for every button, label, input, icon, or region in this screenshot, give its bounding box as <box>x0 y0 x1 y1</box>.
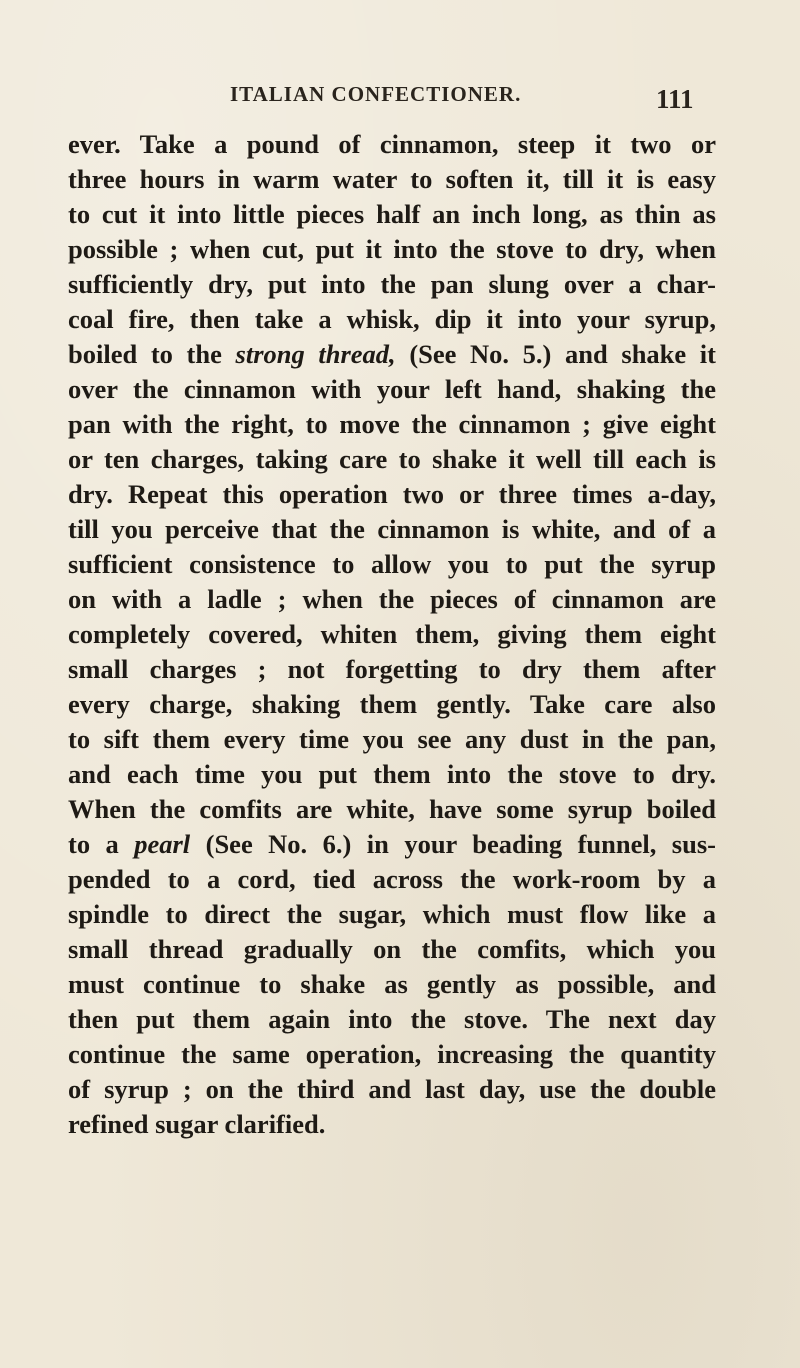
text-line: or ten charges, taking care to shake it well till each is <box>68 444 716 474</box>
text-run: (See No. 6.) in your beading funnel, sus- <box>190 829 716 859</box>
text-line: to sift them every time you see any dust in the pan, <box>68 724 716 754</box>
text-line: small charges ; not forgetting to dry them after <box>68 654 716 684</box>
text-line: dry. Repeat this operation two or three times a-day, <box>68 479 716 509</box>
text-run: (See No. 5.) and shake it <box>395 339 716 369</box>
text-line: three hours in warm water to soften it, till it is easy <box>68 164 716 194</box>
italic-term: strong thread, <box>235 339 396 369</box>
running-head <box>0 74 800 114</box>
text-line: must continue to shake as gently as possible, and <box>68 969 716 999</box>
body-text <box>68 127 716 1142</box>
text-line: over the cinnamon with your left hand, shaking the <box>68 374 716 404</box>
running-title: ITALIAN CONFECTIONER. <box>230 82 522 106</box>
text-line <box>68 827 716 862</box>
text-line: then put them again into the stove. The next day <box>68 1004 716 1034</box>
text-line: small thread gradually on the comfits, which you <box>68 934 716 964</box>
text-line: continue the same operation, increasing the quantity <box>68 1039 716 1069</box>
text-line: completely covered, whiten them, giving them eight <box>68 619 716 649</box>
text-line: coal fire, then take a whisk, dip it into your syrup, <box>68 304 716 334</box>
italic-term: pearl <box>134 829 191 859</box>
page-number: 111 <box>656 84 694 114</box>
text-line: spindle to direct the sugar, which must flow like a <box>68 899 716 929</box>
text-line: possible ; when cut, put it into the stove to dry, when <box>68 234 716 264</box>
text-line: till you perceive that the cinnamon is white, and of a <box>68 514 716 544</box>
text-line: of syrup ; on the third and last day, use the double <box>68 1074 716 1104</box>
text-line: ever. Take a pound of cinnamon, steep it two or <box>68 129 716 159</box>
text-line: pended to a cord, tied across the work-room by a <box>68 864 716 894</box>
text-line: on with a ladle ; when the pieces of cinnamon are <box>68 584 716 614</box>
text-line <box>68 337 716 372</box>
text-run: to a <box>68 829 135 859</box>
text-line: sufficient consistence to allow you to put the syrup <box>68 549 716 579</box>
text-line: every charge, shaking them gently. Take care also <box>68 689 716 719</box>
text-line: to cut it into little pieces half an inch long, as thin as <box>68 199 716 229</box>
text-line: sufficiently dry, put into the pan slung over a char- <box>68 269 716 299</box>
text-line: When the comfits are white, have some syrup boiled <box>68 794 716 824</box>
text-line: pan with the right, to move the cinnamon ; give eight <box>68 409 716 439</box>
text-line: and each time you put them into the stove to dry. <box>68 759 716 789</box>
text-run: boiled to the <box>68 339 236 369</box>
text-line: refined sugar clarified. <box>68 1109 326 1139</box>
